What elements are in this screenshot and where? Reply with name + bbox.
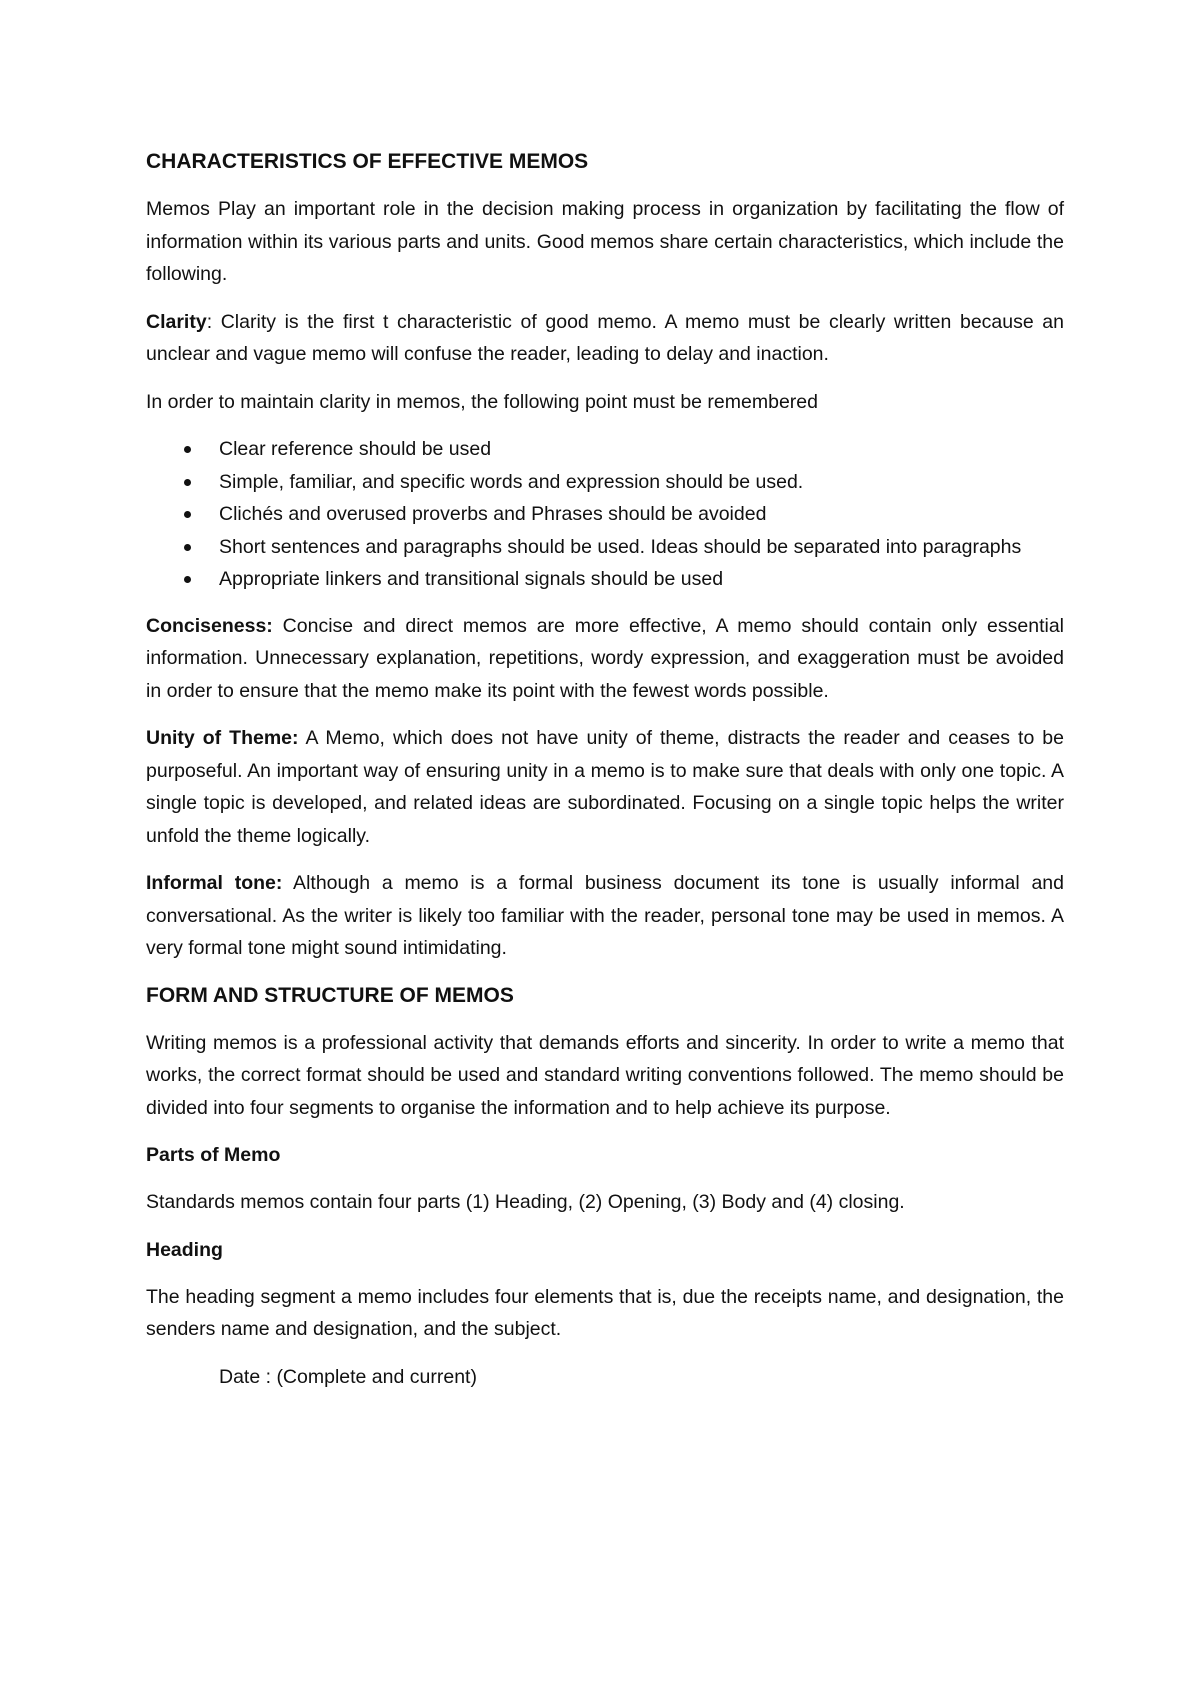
clarity-bullet-list [146,433,1064,596]
conciseness-term: Conciseness: [146,614,273,637]
conciseness-paragraph [146,610,1064,708]
list-item-text: Simple, familiar, and specific words and expression should be used. [219,470,804,493]
intro-paragraph: Memos Play an important role in the decision making process in organization by facilitating the flow of information within its various parts and units. Good memos share certain characteristics, which include the following. [146,198,1064,285]
clarity-points-intro: In order to maintain clarity in memos, the following point must be remembered [146,390,818,413]
list-item-text: Short sentences and paragraphs should be used. Ideas should be separated into paragraphs [219,535,1022,558]
bullet-icon [184,479,191,486]
document-page [146,146,1064,1408]
list-item [146,531,1064,564]
informal-tone-term: Informal tone: [146,872,283,894]
form-intro-paragraph: Writing memos is a professional activity that demands efforts and sincerity. In order to write a memo that works, the correct format should be used and standard writing conventions followed. The memo should be divided into four segments to organise the information and to help achieve its purpose. [146,1031,1064,1119]
conciseness-text: Concise and direct memos are more effective, A memo should contain only essential information. Unnecessary explanation, repetitions, wordy expression, and exaggeration must be avoided in order to ensure that the memo make its point with the fewest words possible. [146,614,1064,702]
clarity-text: : Clarity is the first t characteristic of good memo. A memo must be clearly written because an unclear and vague memo will confuse the reader, leading to delay and inaction. [146,310,1064,365]
heading-subheading: Heading [146,1238,223,1261]
date-line: Date : (Complete and current) [219,1365,477,1388]
heading-description: The heading segment a memo includes four elements that is, due the receipts name, and designation, the senders name and designation, and the subject. [146,1285,1064,1340]
list-item [146,563,1064,596]
informal-tone-paragraph [146,867,1064,965]
list-item-text: Clear reference should be used [219,438,492,460]
list-item [146,466,1064,499]
list-item [146,498,1064,531]
bullet-icon [184,576,191,583]
bullet-icon [184,511,191,518]
list-item [146,433,1064,466]
list-item-text: Appropriate linkers and transitional signals should be used [219,568,724,590]
parts-of-memo-heading: Parts of Memo [146,1144,281,1166]
unity-paragraph [146,722,1064,852]
unity-text: A Memo, which does not have unity of theme, distracts the reader and ceases to be purposeful. An important way of ensuring unity in a memo is to make sure that deals with only one topic. A single topic is developed, and related ideas are subordinated. Focusing on a single topic helps the writer unfold the theme logically. [146,727,1064,847]
clarity-paragraph [146,306,1064,371]
section-title-characteristics: CHARACTERISTICS OF EFFECTIVE MEMOS [146,150,589,173]
list-item-text: Clichés and overused proverbs and Phrases should be avoided [219,503,767,525]
bullet-icon [184,544,191,551]
section-title-form-structure: FORM AND STRUCTURE OF MEMOS [146,983,514,1007]
clarity-term: Clarity [146,310,207,333]
unity-term: Unity of Theme: [146,727,299,749]
bullet-icon [184,446,191,453]
informal-tone-text: Although a memo is a formal business document its tone is usually informal and conversational. As the writer is likely too familiar with the reader, personal tone may be used in memos. A very formal tone might sound intimidating. [146,872,1064,959]
parts-of-memo-text: Standards memos contain four parts (1) Heading, (2) Opening, (3) Body and (4) closing. [146,1191,905,1213]
